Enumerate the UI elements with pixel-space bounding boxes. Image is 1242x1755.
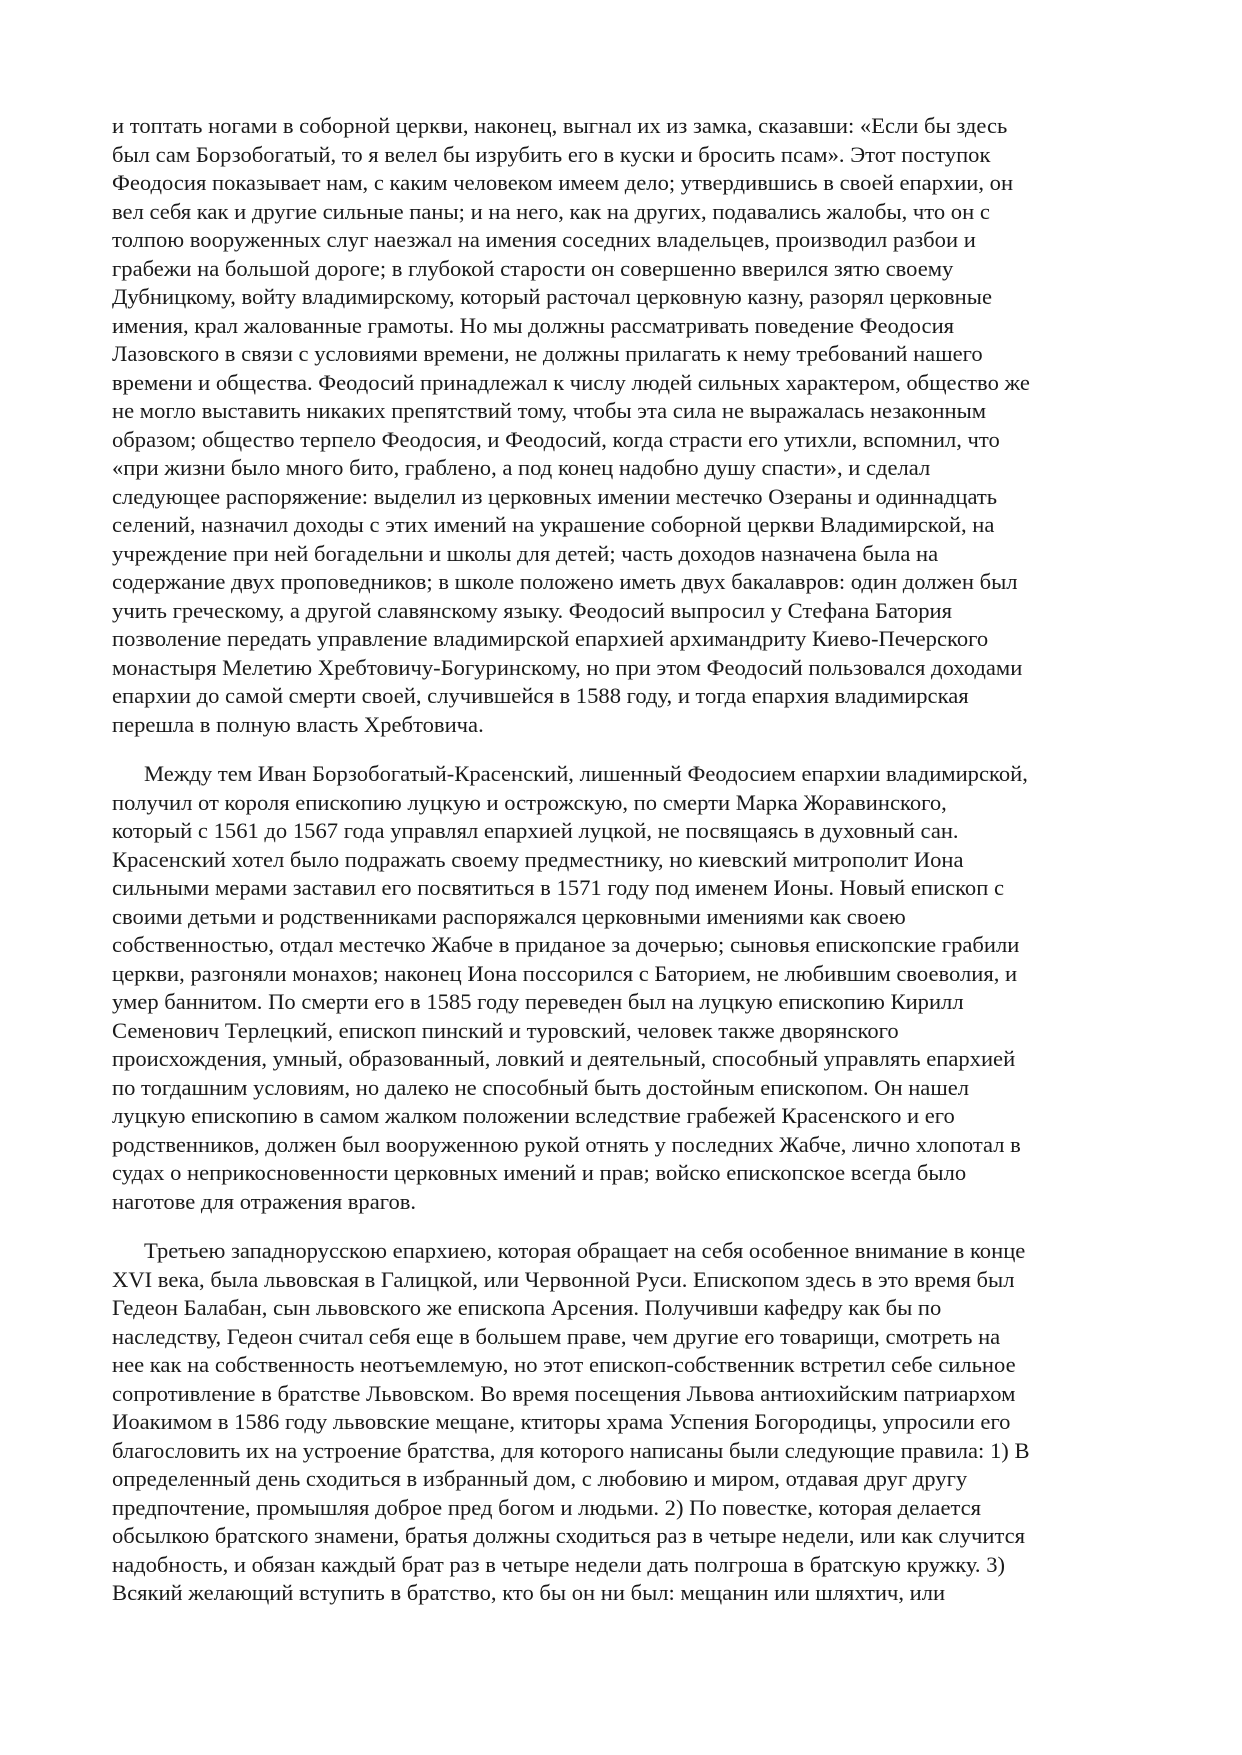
text-line: перешла в полную власть Хребтовича. [112,711,484,737]
text-line: происхождения, умный, образованный, ловкий и деятельный, способный управлять епархией [112,1046,1016,1071]
text-line: надобность, и обязан каждый брат раз в четыре недели дать полгроша в братскую кружку. 3) [112,1551,1006,1577]
text-line: луцкую епископию в самом жалком положении вследствие грабежей Красенского и его [112,1103,955,1128]
text-line: содержание двух проповедников; в школе положено иметь двух бакалавров: один должен был [112,569,1018,594]
text-line: нее как на собственность неотъемлемую, но этот епископ-собственник встретил себе сильное [112,1352,1016,1377]
paragraph-2 [112,760,1130,1216]
text-line: монастыря Мелетию Хребтовичу-Богуринскому, но при этом Феодосий пользовался доходами [112,654,1023,680]
text-line: толпою вооруженных слуг наезжал на имения соседних владельцев, производил разбои и [112,227,976,252]
text-line: Феодосия показывает нам, с каким человеком имеем дело; утвердившись в своей епархии, он [112,170,1014,195]
text-line: грабежи на большой дороге; в глубокой старости он совершенно вверился зятю своему [112,255,954,281]
text-line: наследству, Гедеон считал себя еще в большем праве, чем другие его товарищи, смотреть на [112,1323,1001,1349]
text-line: Дубницкому, войту владимирскому, который расточал церковную казну, разорял церковные [112,284,992,309]
paragraph-1 [112,112,1130,739]
text-line: епархии до самой смерти своей, случившейся в 1588 году, и тогда епархия владимирская [112,683,969,708]
text-line: Между тем Иван Борзобогатый-Красенский, лишенный Феодосием епархии владимирской, [144,761,1028,786]
text-line: своими детьми и родственниками распоряжался церковными имениями как своею [112,903,906,929]
text-line: умер баннитом. По смерти его в 1585 году переведен был на луцкую епископию Кирилл [112,989,964,1014]
text-line: учить греческому, а другой славянскому языку. Феодосий выпросил у Стефана Батория [112,597,953,623]
text-line: Третьею западнорусскою епархиею, которая обращает на себя особенное внимание в конце [144,1238,1026,1263]
text-line: образом; общество терпело Феодосия, и Феодосий, когда страсти его утихли, вспомнил, что [112,426,1000,452]
paragraph-3 [112,1237,1130,1608]
text-line: судах о неприкосновенности церковных имений и прав; войско епископское всегда было [112,1160,967,1185]
text-line: родственников, должен был вооруженною рукой отнять у последних Жабче, лично хлопотал в [112,1131,1021,1157]
text-line: благословить их на устроение братства, для которого написаны были следующие правила: 1) В [112,1437,1030,1463]
text-line: времени и общества. Феодосий принадлежал к числу людей сильных характером, общество же [112,369,1030,395]
text-line: предпочтение, промышляя доброе пред богом и людьми. 2) По повестке, которая делается [112,1494,982,1520]
text-line: учреждение при ней богадельни и школы для детей; часть доходов назначена была на [112,540,939,566]
text-line: Гедеон Балабан, сын львовского же епископа Арсения. Получивши кафедру как бы по [112,1295,942,1320]
text-line: церкви, разгоняли монахов; наконец Иона поссорился с Баторием, не любившим своеволия, и [112,960,1018,986]
text-line: определенный день сходиться в избранный дом, с любовию и миром, отдавая друг другу [112,1466,968,1491]
text-line: по тогдашним условиям, но далеко не способный быть достойным епископом. Он нашел [112,1074,970,1100]
text-line: который с 1561 до 1567 года управлял епархией луцкой, не посвящаясь в духовный сан. [112,818,959,843]
text-line: Иоакимом в 1586 году львовские мещане, ктиторы храма Успения Богородицы, упросили его [112,1409,1011,1434]
document-page [112,112,1130,1608]
text-line: получил от короля епископию луцкую и острожскую, по смерти Марка Жоравинского, [112,789,947,815]
text-line: имения, крал жалованные грамоты. Но мы должны рассматривать поведение Феодосия [112,312,955,338]
text-line: наготове для отражения врагов. [112,1188,417,1214]
text-line: Лазовского в связи с условиями времени, не должны прилагать к нему требований нашего [112,341,983,366]
text-line: селений, назначил доходы с этих имений на украшение соборной церкви Владимирской, на [112,512,995,537]
text-line: следующее распоряжение: выделил из церковных имении местечко Озераны и одиннадцать [112,483,998,509]
text-line: был сам Борзобогатый, то я велел бы изрубить его в куски и бросить псам». Этот поступок [112,141,991,167]
text-line: «при жизни было много бито, граблено, а под конец надобно душу спасти», и сделал [112,455,931,480]
text-line: и топтать ногами в соборной церкви, наконец, выгнал их из замка, сказавши: «Если бы здесь [112,113,1008,138]
text-line: вел себя как и другие сильные паны; и на него, как на других, подавались жалобы, что он с [112,198,990,224]
text-line: Семенович Терлецкий, епископ пинский и туровский, человек также дворянского [112,1017,899,1043]
text-line: сильными мерами заставил его посвятиться в 1571 году под именем Ионы. Новый епископ с [112,875,1004,900]
text-line: обсылкою братского знамени, братья должны сходиться раз в четыре недели, или как случится [112,1523,1026,1548]
text-line: Всякий желающий вступить в братство, кто бы он ни был: мещанин или шляхтич, или [112,1580,946,1605]
text-line: сопротивление в братстве Львовском. Во время посещения Львова антиохийским патриархом [112,1380,1016,1406]
text-line: XVI века, была львовская в Галицкой, или Червонной Руси. Епископом здесь в это время был [112,1266,1015,1292]
text-line: Красенский хотел было подражать своему предместнику, но киевский митрополит Иона [112,846,964,872]
text-line: собственностью, отдал местечко Жабче в приданое за дочерью; сыновья епископские грабили [112,932,1020,957]
text-line: позволение передать управление владимирской епархией архимандриту Киево-Печерского [112,626,989,651]
text-line: не могло выставить никаких препятствий тому, чтобы эта сила не выражалась незаконным [112,398,987,423]
